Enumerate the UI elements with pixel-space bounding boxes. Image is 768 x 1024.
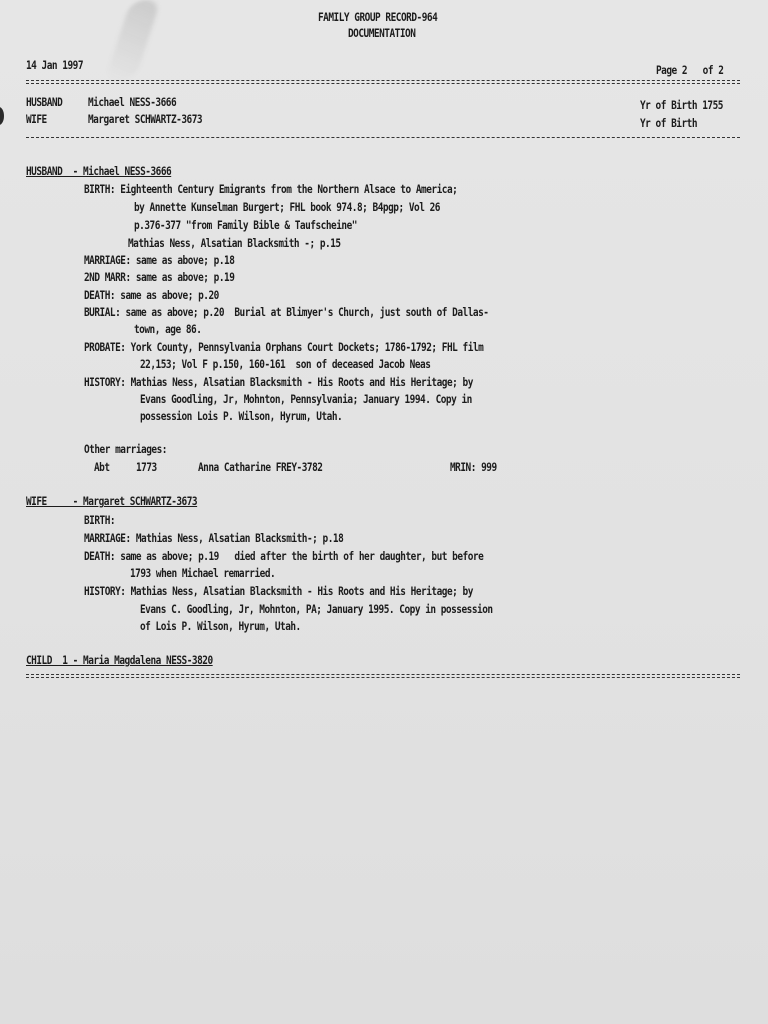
- wife-heading: WIFE - Margaret SCHWARTZ-3673: [26, 494, 198, 508]
- wife-birth-line: BIRTH:: [84, 513, 116, 527]
- husband-history-line: possession Lois P. Wilson, Hyrum, Utah.: [140, 409, 343, 423]
- wife-death-line: 1793 when Michael remarried.: [130, 566, 276, 580]
- summary-husband-birth: Yr of Birth 1755: [640, 98, 723, 112]
- other-marriage-spouse: Anna Catharine FREY-3782: [198, 460, 323, 474]
- husband-probate-line: 22,153; Vol F p.150, 160-161 son of deceased Jacob Neas: [140, 357, 431, 371]
- summary-wife-birth: Yr of Birth: [640, 116, 698, 130]
- wife-marriage-line: MARRIAGE: Mathias Ness, Alsatian Blacksmith-; p.18: [84, 531, 344, 545]
- other-marriage-abt: Abt: [94, 460, 110, 474]
- other-marriage-year: 1773: [136, 460, 157, 474]
- header-rule: [26, 80, 740, 84]
- summary-wife-label: WIFE: [26, 112, 47, 126]
- wife-history-line: HISTORY: Mathias Ness, Alsatian Blacksmith - His Roots and His Heritage; by: [84, 584, 473, 598]
- summary-husband-label: HUSBAND: [26, 95, 63, 109]
- husband-birth-line: Mathias Ness, Alsatian Blacksmith -; p.15: [128, 236, 341, 250]
- other-marriage-mrin: MRIN: 999: [450, 460, 497, 474]
- husband-burial-line: BURIAL: same as above; p.20 Burial at Blimyer's Church, just south of Dallas-: [84, 305, 489, 319]
- husband-heading: HUSBAND - Michael NESS-3666: [26, 164, 172, 178]
- footer-rule: [26, 674, 740, 678]
- summary-husband-name: Michael NESS-3666: [88, 95, 177, 109]
- other-marriages-label: Other marriages:: [84, 442, 167, 456]
- husband-birth-line: BIRTH: Eighteenth Century Emigrants from the Northern Alsace to America;: [84, 182, 458, 196]
- summary-wife-name: Margaret SCHWARTZ-3673: [88, 112, 203, 126]
- husband-2nd-marriage-line: 2ND MARR: same as above; p.19: [84, 270, 235, 284]
- child-heading: CHILD 1 - Maria Magdalena NESS-3820: [26, 653, 213, 667]
- wife-death-line: DEATH: same as above; p.19 died after the birth of her daughter, but before: [84, 549, 484, 563]
- husband-history-line: HISTORY: Mathias Ness, Alsatian Blacksmith - His Roots and His Heritage; by: [84, 375, 473, 389]
- husband-birth-line: p.376-377 "from Family Bible & Taufscheine": [134, 218, 357, 232]
- husband-burial-line: town, age 86.: [134, 322, 202, 336]
- wife-history-line: of Lois P. Wilson, Hyrum, Utah.: [140, 619, 301, 633]
- document-title: FAMILY GROUP RECORD-964: [318, 10, 438, 24]
- wife-history-line: Evans C. Goodling, Jr, Mohnton, PA; January 1995. Copy in possession: [140, 602, 493, 616]
- page-number: Page 2 of 2: [656, 63, 724, 77]
- husband-history-line: Evans Goodling, Jr, Mohnton, Pennsylvania; January 1994. Copy in: [140, 392, 472, 406]
- husband-marriage-line: MARRIAGE: same as above; p.18: [84, 253, 235, 267]
- husband-death-line: DEATH: same as above; p.20: [84, 288, 219, 302]
- document-subtitle: DOCUMENTATION: [348, 26, 416, 40]
- husband-birth-line: by Annette Kunselman Burgert; FHL book 974.8; B4pgp; Vol 26: [134, 200, 440, 214]
- print-date: 14 Jan 1997: [26, 58, 84, 72]
- summary-rule: [26, 137, 740, 138]
- husband-probate-line: PROBATE: York County, Pennsylvania Orphans Court Dockets; 1786-1792; FHL film: [84, 340, 484, 354]
